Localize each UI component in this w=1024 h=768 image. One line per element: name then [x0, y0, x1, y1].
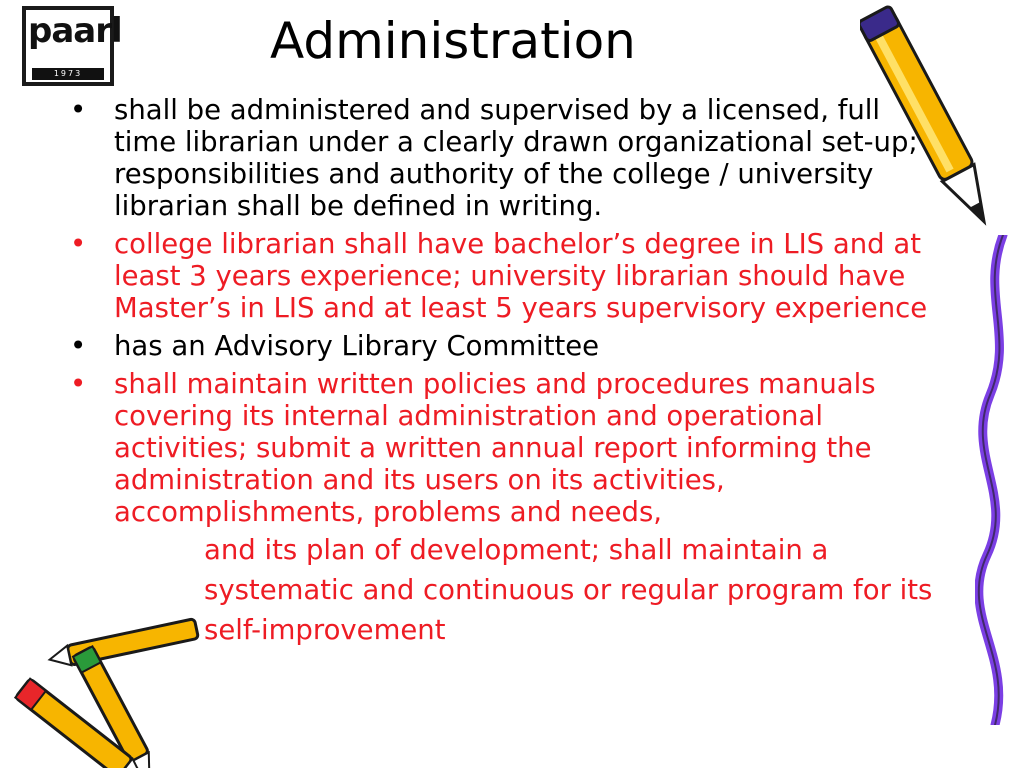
- pencil-icon: [0, 615, 210, 768]
- slide-title: Administration: [270, 12, 636, 70]
- paarl-logo: [22, 6, 122, 86]
- logo-word: paarl: [28, 11, 122, 51]
- logo-year: 1973: [32, 68, 104, 80]
- bullet-text: college librarian shall have bachelor’s degree in LIS and at least 3 years experience; university librarian should have Master’s in LIS and at least 5 years supervisory experience: [114, 228, 928, 324]
- bullet-marker: •: [70, 368, 87, 400]
- bullet-text: shall maintain written policies and procedures manuals covering its internal administration and operational activities; submit a written annual report informing the administration and its users on its activities, accomplishments, problems and needs,: [114, 368, 876, 528]
- bullet-text: shall be administered and supervised by a licensed, full time librarian under a clearly drawn organizational set-up; responsibilities and authority of the college / university librarian shall be defined in writing.: [114, 94, 918, 222]
- bullet-item: [70, 368, 950, 650]
- bullet-list: [70, 94, 950, 656]
- bullet-item: [70, 330, 950, 362]
- bullet-continuation: and its plan of development; shall maintain a systematic and continuous or regular program for its self-improvement: [204, 534, 933, 646]
- squiggle-decoration: [975, 235, 1020, 725]
- bullet-marker: •: [70, 330, 87, 362]
- pencil-icon: [860, 0, 1000, 245]
- bullet-text: has an Advisory Library Committee: [114, 330, 600, 362]
- bullet-marker: •: [70, 228, 87, 260]
- bullet-marker: •: [70, 94, 87, 126]
- bullet-item: [70, 228, 950, 324]
- bullet-item: [70, 94, 950, 222]
